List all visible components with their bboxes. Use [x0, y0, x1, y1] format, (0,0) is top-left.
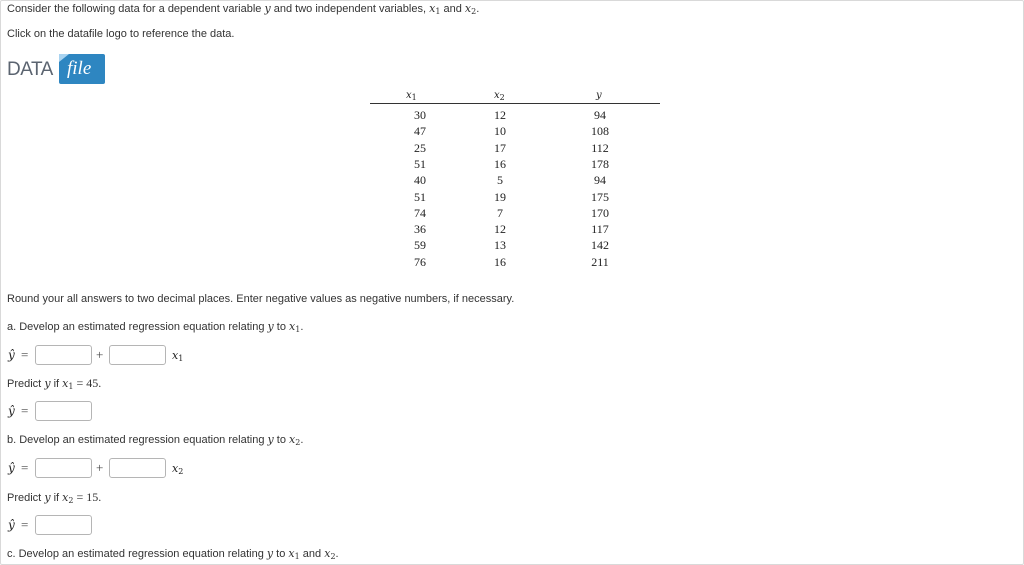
table-cell-x1: 51 — [414, 189, 426, 204]
table-cell-x1: 76 — [414, 254, 426, 269]
table-cell-x1: 59 — [414, 238, 426, 253]
part-b-intercept-input[interactable] — [35, 458, 92, 478]
intro-text: and — [443, 3, 462, 15]
table-cell-x2: 7 — [497, 205, 503, 220]
yhat-symbol: ŷ — [8, 518, 15, 532]
table-cell-x2: 16 — [494, 156, 506, 171]
table-cell-x1: 47 — [414, 124, 426, 139]
part-b-slope-input[interactable] — [109, 458, 166, 478]
part-b-prediction-input[interactable] — [35, 515, 92, 535]
table-cell-y: 170 — [591, 205, 609, 220]
table-cell-y: 108 — [591, 124, 609, 139]
logo-data-text: DATA — [7, 59, 53, 80]
table-cell-x2: 16 — [494, 254, 506, 269]
part-a-intercept-input[interactable] — [35, 345, 92, 365]
table-cell-x2: 12 — [494, 108, 506, 122]
table-cell-y: 117 — [591, 222, 609, 237]
yhat-symbol: ŷ — [8, 348, 15, 362]
equals-sign: = — [21, 517, 29, 532]
intro-text: and two independent variables, — [273, 3, 427, 15]
logo-file-text: file — [67, 58, 92, 79]
part-a-predict-label: Predict y if x1 = 45. — [7, 376, 102, 391]
var-x2: x2 — [464, 2, 477, 16]
intro-line-2: Click on the datafile logo to reference the data. — [7, 28, 235, 40]
var-x1: x1 — [429, 2, 441, 16]
yhat-symbol: ŷ — [8, 404, 15, 418]
table-cell-x2: 17 — [494, 140, 506, 155]
table-cell-y: 142 — [591, 238, 609, 253]
plus-sign: + — [96, 460, 104, 475]
table-cell-x2: 10 — [494, 124, 506, 139]
table-cell-x1: 40 — [414, 173, 426, 188]
table-cell-y: 94 — [594, 173, 606, 188]
header-x1: $x_1$ — [406, 90, 417, 102]
part-a-prediction-input[interactable] — [35, 401, 92, 421]
table-cell-y: 178 — [591, 156, 609, 171]
equals-sign: = — [21, 403, 29, 418]
table-cell-y: 211 — [591, 254, 609, 269]
yhat-symbol: ŷ — [8, 461, 15, 475]
intro-line-1: Consider the following data for a dependent variable y and two independent variables, x1 and x2. — [7, 2, 480, 16]
header-x2: $x_2$ — [494, 90, 505, 102]
table-cell-x1: 25 — [414, 140, 426, 155]
datafile-logo[interactable] — [7, 54, 117, 84]
part-a-slope-input[interactable] — [109, 345, 166, 365]
intro-text: Consider the following data for a dependent variable — [7, 3, 262, 15]
table-cell-x2: 5 — [497, 173, 503, 188]
table-header — [370, 88, 660, 104]
table-cell-x1: 51 — [414, 156, 426, 171]
header-y: y — [596, 90, 602, 101]
part-a-label: a. Develop an estimated regression equation relating y to x1. — [7, 320, 304, 334]
var-x2: x2 — [172, 462, 184, 476]
var-x1: x1 — [172, 349, 184, 363]
instructions: Round your all answers to two decimal places. Enter negative values as negative numbers, if necessary. — [7, 293, 515, 305]
table-cell-x2: 19 — [494, 189, 506, 204]
plus-sign: + — [96, 347, 104, 362]
table-cell-x1: 30 — [414, 108, 426, 122]
table-cell-x1: 74 — [414, 205, 426, 220]
part-b-predict-label: Predict y if x2 = 15. — [7, 490, 102, 505]
equals-sign: = — [21, 347, 29, 362]
table-cell-y: 175 — [591, 189, 609, 204]
table-cell-y: 112 — [591, 140, 609, 155]
part-b-label: b. Develop an estimated regression equation relating y to x2. — [7, 433, 304, 447]
table-cell-x1: 36 — [414, 222, 426, 237]
table-cell-y: 94 — [594, 108, 606, 122]
equals-sign: = — [21, 460, 29, 475]
part-c-label: c. Develop an estimated regression equation relating y to x1 and x2. — [7, 547, 339, 561]
table-cell-x2: 12 — [494, 222, 506, 237]
table-cell-x2: 13 — [494, 238, 506, 253]
var-y: y — [264, 2, 271, 15]
